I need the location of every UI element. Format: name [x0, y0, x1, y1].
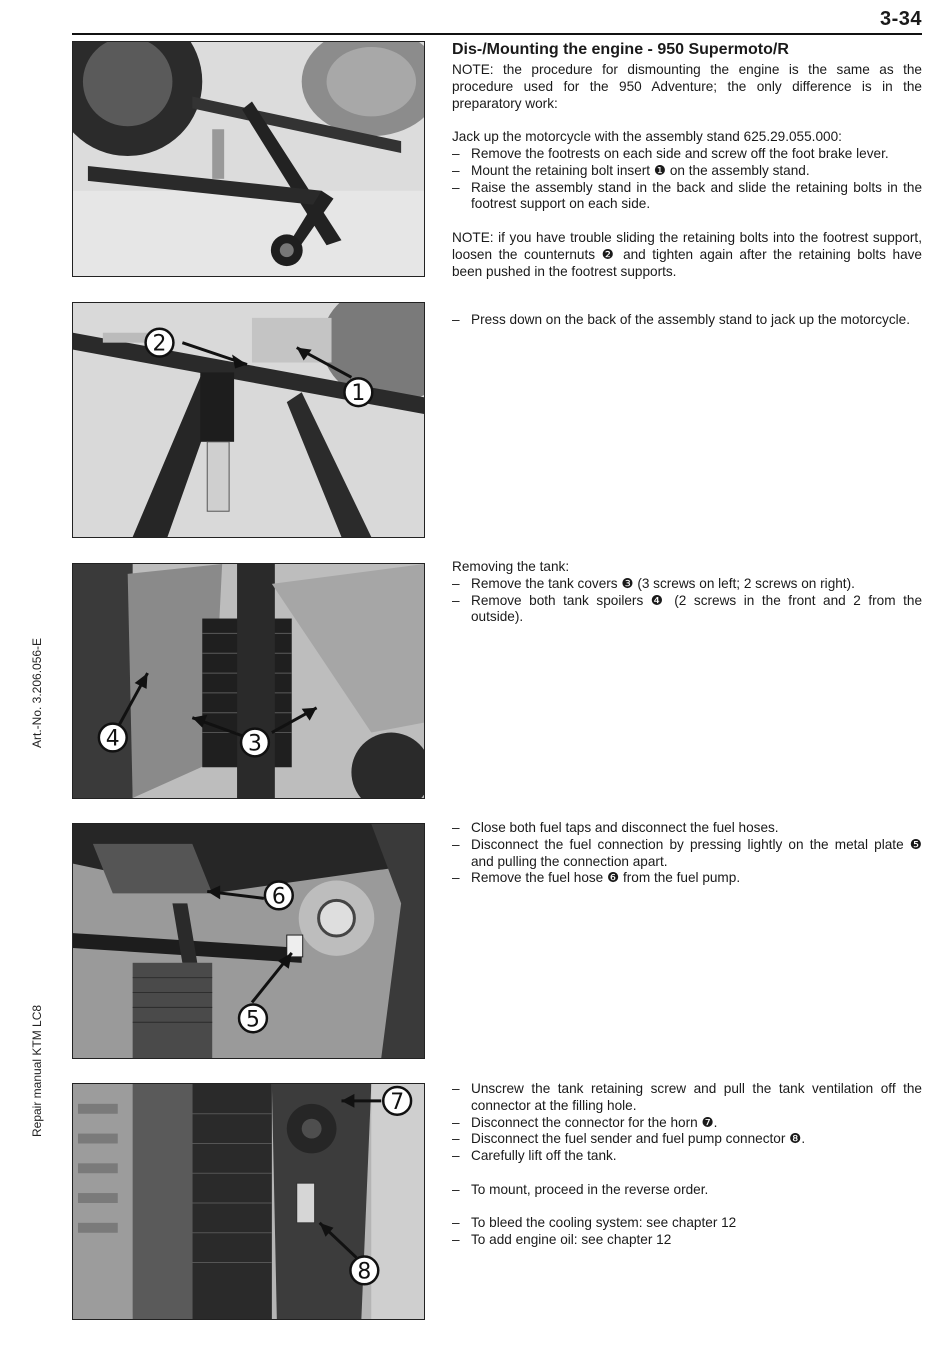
- callout-7-label: 7: [390, 1089, 405, 1115]
- text-block-3: [452, 559, 922, 626]
- tank-removal-steps: [452, 1081, 922, 1165]
- text-block-5: [452, 1081, 922, 1249]
- note-counternuts: NOTE: if you have trouble sliding the retaining bolts into the footrest support, loosen the counternuts ❷ and tighten again after the retaining bolts have been pushed in the footrest supports.: [452, 229, 922, 279]
- list-item: – Close both fuel taps and disconnect the fuel hoses.: [452, 820, 922, 837]
- list-item: – Remove the fuel hose ❻ from the fuel pump.: [452, 870, 922, 887]
- removing-tank-intro: Removing the tank:: [452, 559, 570, 574]
- callout-2-label: 2: [152, 331, 167, 357]
- photo-retaining-bolt: [72, 302, 425, 538]
- list-item: – Press down on the back of the assembly stand to jack up the motorcycle.: [452, 312, 922, 329]
- list-item: – To bleed the cooling system: see chapter 12: [452, 1215, 922, 1232]
- text-block-1: [452, 40, 922, 280]
- section-title: Dis-/Mounting the engine - 950 Supermoto/R: [452, 41, 789, 58]
- final-steps: [452, 1215, 922, 1249]
- list-item: – Carefully lift off the tank.: [452, 1148, 922, 1165]
- callout-5-label: 5: [246, 1007, 260, 1033]
- page-number: 3-34: [879, 8, 922, 30]
- press-down-steps: [452, 312, 922, 329]
- text-block-4: [452, 820, 922, 887]
- photo-tank-covers: [72, 563, 425, 799]
- list-item: – Raise the assembly stand in the back and slide the retaining bolts in the footrest support on each side.: [452, 180, 922, 214]
- list-item: – Disconnect the connector for the horn ❼.: [452, 1115, 922, 1132]
- list-item: – Unscrew the tank retaining screw and pull the tank ventilation off the connector at the filling hole.: [452, 1081, 922, 1115]
- callout-4-label: 4: [105, 726, 120, 752]
- tank-cover-steps: [452, 576, 922, 626]
- callout-1-label: 1: [351, 381, 366, 407]
- list-item: – To add engine oil: see chapter 12: [452, 1232, 922, 1249]
- callout-3-label: 3: [248, 731, 262, 757]
- text-block-2: [452, 312, 922, 329]
- list-item: – To mount, proceed in the reverse order.: [452, 1182, 922, 1199]
- list-item: – Disconnect the fuel sender and fuel pump connector ❽.: [452, 1131, 922, 1148]
- jack-up-intro: Jack up the motorcycle with the assembly stand 625.29.055.000:: [452, 129, 842, 145]
- article-number-label: Art.-No. 3.206.056-E: [30, 637, 44, 748]
- jack-up-steps: [452, 146, 922, 213]
- mount-steps: [452, 1182, 922, 1199]
- list-item: – Remove both tank spoilers ❹ (2 screws in the front and 2 from the outside).: [452, 593, 922, 627]
- list-item: – Remove the footrests on each side and screw off the foot brake lever.: [452, 146, 922, 163]
- header-rule: [72, 33, 922, 35]
- photo-assembly-stand: [72, 41, 425, 277]
- list-item: – Remove the tank covers ❸ (3 screws on left; 2 screws on right).: [452, 576, 922, 593]
- manual-title-label: Repair manual KTM LC8: [30, 1004, 44, 1137]
- list-item: – Mount the retaining bolt insert ❶ on the assembly stand.: [452, 163, 922, 180]
- callout-8-label: 8: [357, 1259, 372, 1285]
- photo-horn-connectors: [72, 1083, 425, 1320]
- list-item: – Disconnect the fuel connection by pressing lightly on the metal plate ❺ and pulling the connection apart.: [452, 837, 922, 871]
- callout-6-label: 6: [271, 884, 286, 910]
- fuel-steps: [452, 820, 922, 887]
- photo-fuel-connection: [72, 823, 425, 1059]
- note-preparatory: NOTE: the procedure for dismounting the engine is the same as the procedure used for the 950 Adventure; the only difference is in the preparatory work:: [452, 62, 922, 111]
